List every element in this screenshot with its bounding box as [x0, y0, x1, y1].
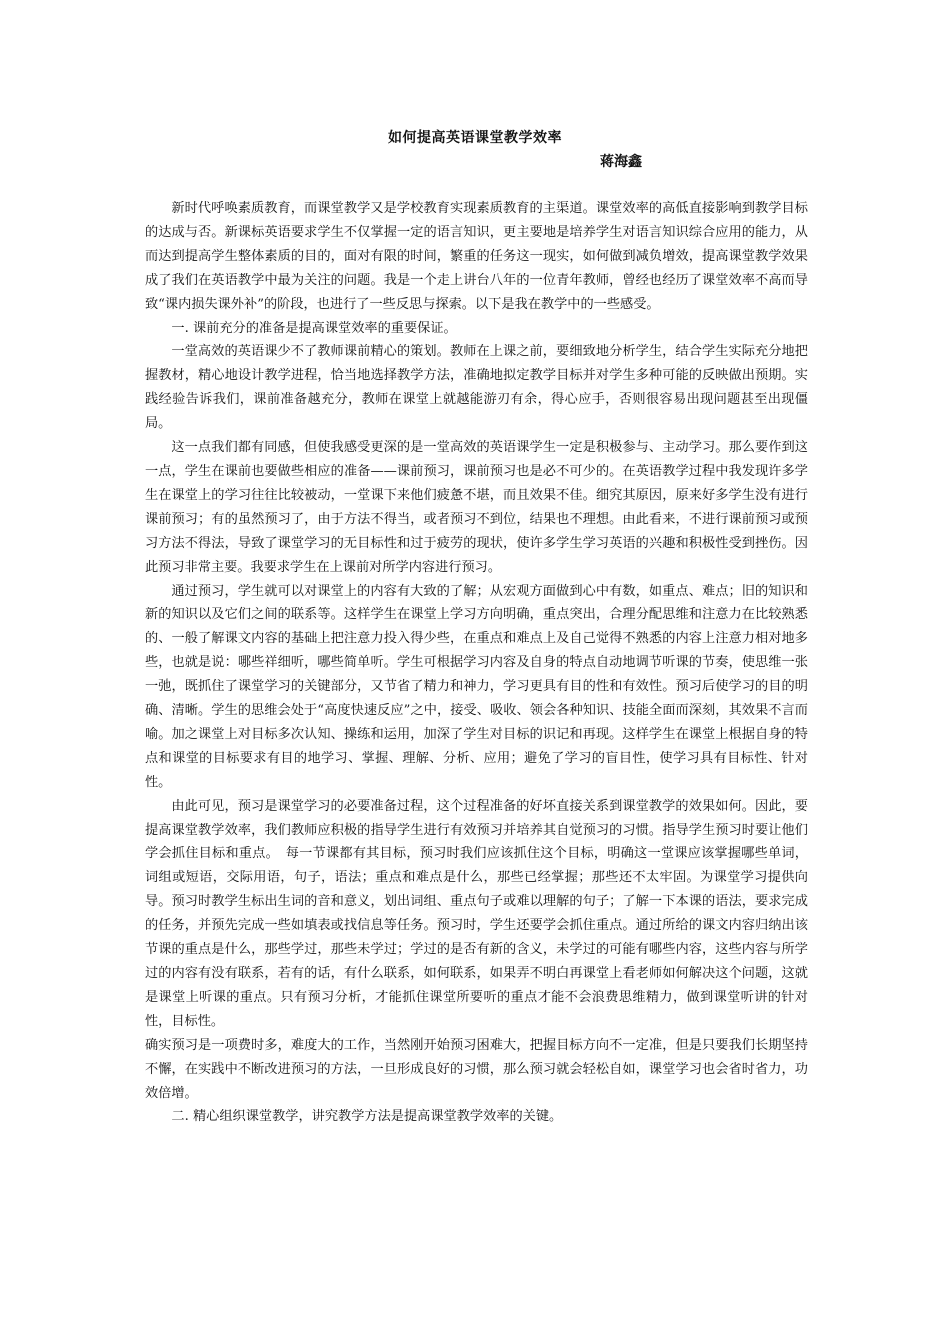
paragraph-preview-persistence: 确实预习是一项费时多，难度大的工作，当然刚开始预习困难大，把握目标方向不一定准，但是只要我们长期坚持不懈，在实践中不断改进预习的方法，一旦形成良好的习惯，那么预习就会轻松自如，课堂学习也会省时省力，功效倍增。	[145, 1037, 808, 1101]
section-heading-2: 二. 精心组织课堂教学，讲究教学方法是提高课堂教学效率的关键。	[171, 1109, 563, 1125]
paragraph-preview-benefits: 通过预习，学生就可以对课堂上的内容有大致的了解；从宏观方面做到心中有数，如重点、难点；旧的知识和新的知识以及它们之间的联系等。这样学生在课堂上学习方向明确，重点突出，合理分配思维和注意力在比较熟悉的、一般了解课文内容的基础上把注意力投入得少些，在重点和难点上及自己觉得不熟悉的内容上注意力相对地多些，也就是说：哪些祥细听，哪些简单听。学生可根据学习内容及自身的特点自动地调节听课的节奏，使思维一张一弛，既抓住了课堂学习的关键部分，又节省了精力和神力，学习更具有目的性和有效性。预习后使学习的目的明确、清晰。学生的思维会处于“高度快速反应”之中，接受、吸收、领会各种知识、技能全面而深刻，其效果不言而喻。加之课堂上对目标多次认知、操练和运用，加深了学生对目标的识记和再现。这样学生在课堂上根据自身的特点和课堂的目标要求有目的地学习、掌握、理解、分析、应用；避免了学习的盲目性，使学习具有目标性、针对性。	[145, 583, 808, 790]
document-body	[145, 197, 808, 1129]
paragraph-intro: 新时代呼唤素质教育，而课堂教学又是学校教育实现素质教育的主渠道。课堂效率的高低直接影响到教学目标的达成与否。新课标英语要求学生不仅掌握一定的语言知识，更主要地是培养学生对语言知识综合应用的能力，从而达到提高学生整体素质的目的，面对有限的时间，繁重的任务这一现实，如何做到减负增效，提高课堂教学效果成了我们在英语教学中最为关注的问题。我是一个走上讲台八年的一位青年教师，曾经也经历了课堂效率不高而导致“课内损失课外补”的阶段，也进行了一些反思与探索。以下是我在教学中的一些感受。	[145, 201, 808, 312]
document-title: 如何提高英语课堂教学效率	[388, 130, 562, 146]
paragraph-preparation: 一堂高效的英语课少不了教师课前精心的策划。教师在上课之前，要细致地分析学生，结合学生实际充分地把握教材，精心地设计教学进程，恰当地选择教学方法，准确地拟定教学目标并对学生多种可能的反映做出预期。实践经验告诉我们，课前准备越充分，教师在课堂上就越能游刃有余，得心应手，否则很容易出现问题甚至出现僵局。	[145, 344, 808, 432]
document-author: 蒋海鑫	[600, 154, 642, 170]
paragraph-preview-guidance: 由此可见，预习是课堂学习的必要准备过程，这个过程准备的好坏直接关系到课堂教学的效果如何。因此，要提高课堂教学效率，我们教师应积极的指导学生进行有效预习并培养其自觉预习的习惯。指导学生预习时要让他们学会抓住目标和重点。 每一节课都有其目标，预习时我们应该抓住这个目标，明确这一堂课应该掌握哪些单词，词组或短语，交际用语，句子，语法；重点和难点是什么，那些已经掌握；那些还不太牢固。为课堂学习提供向导。预习时教学生标出生词的音和意义，划出词组、重点句子或难以理解的句子；了解一下本课的语法，要求完成的任务，并预先完成一些如填表或找信息等任务。预习时，学生还要学会抓住重点。通过所给的课文内容归纳出该节课的重点是什么，那些学过，那些未学过；学过的是否有新的含义，未学过的可能有哪些内容，这些内容与所学过的内容有没有联系，若有的话，有什么联系，如何联系，如果弄不明白再课堂上看老师如何解决这个问题，这就是课堂上听课的重点。只有预习分析，才能抓住课堂所要听的重点才能不会浪费思维精力，做到课堂听讲的针对性，目标性。	[145, 798, 808, 1029]
paragraph-student-participation: 这一点我们都有同感，但使我感受更深的是一堂高效的英语课学生一定是积极参与、主动学习。那么要作到这一点，学生在课前也要做些相应的准备——课前预习，课前预习也是必不可少的。在英语教学过程中我发现许多学生在课堂上的学习往往比较被动，一堂课下来他们疲惫不堪，而且效果不佳。细究其原因，原来好多学生没有进行课前预习；有的虽然预习了，由于方法不得当，或者预习不到位，结果也不理想。由此看来，不进行课前预习或预习方法不得法，导致了课堂学习的无目标性和过于疲劳的现状，使许多学生学习英语的兴趣和积极性受到挫伤。因此预习非常主要。我要求学生在上课前对所学内容进行预习。	[145, 440, 808, 575]
section-heading-1: 一. 课前充分的准备是提高课堂效率的重要保证。	[171, 320, 457, 336]
